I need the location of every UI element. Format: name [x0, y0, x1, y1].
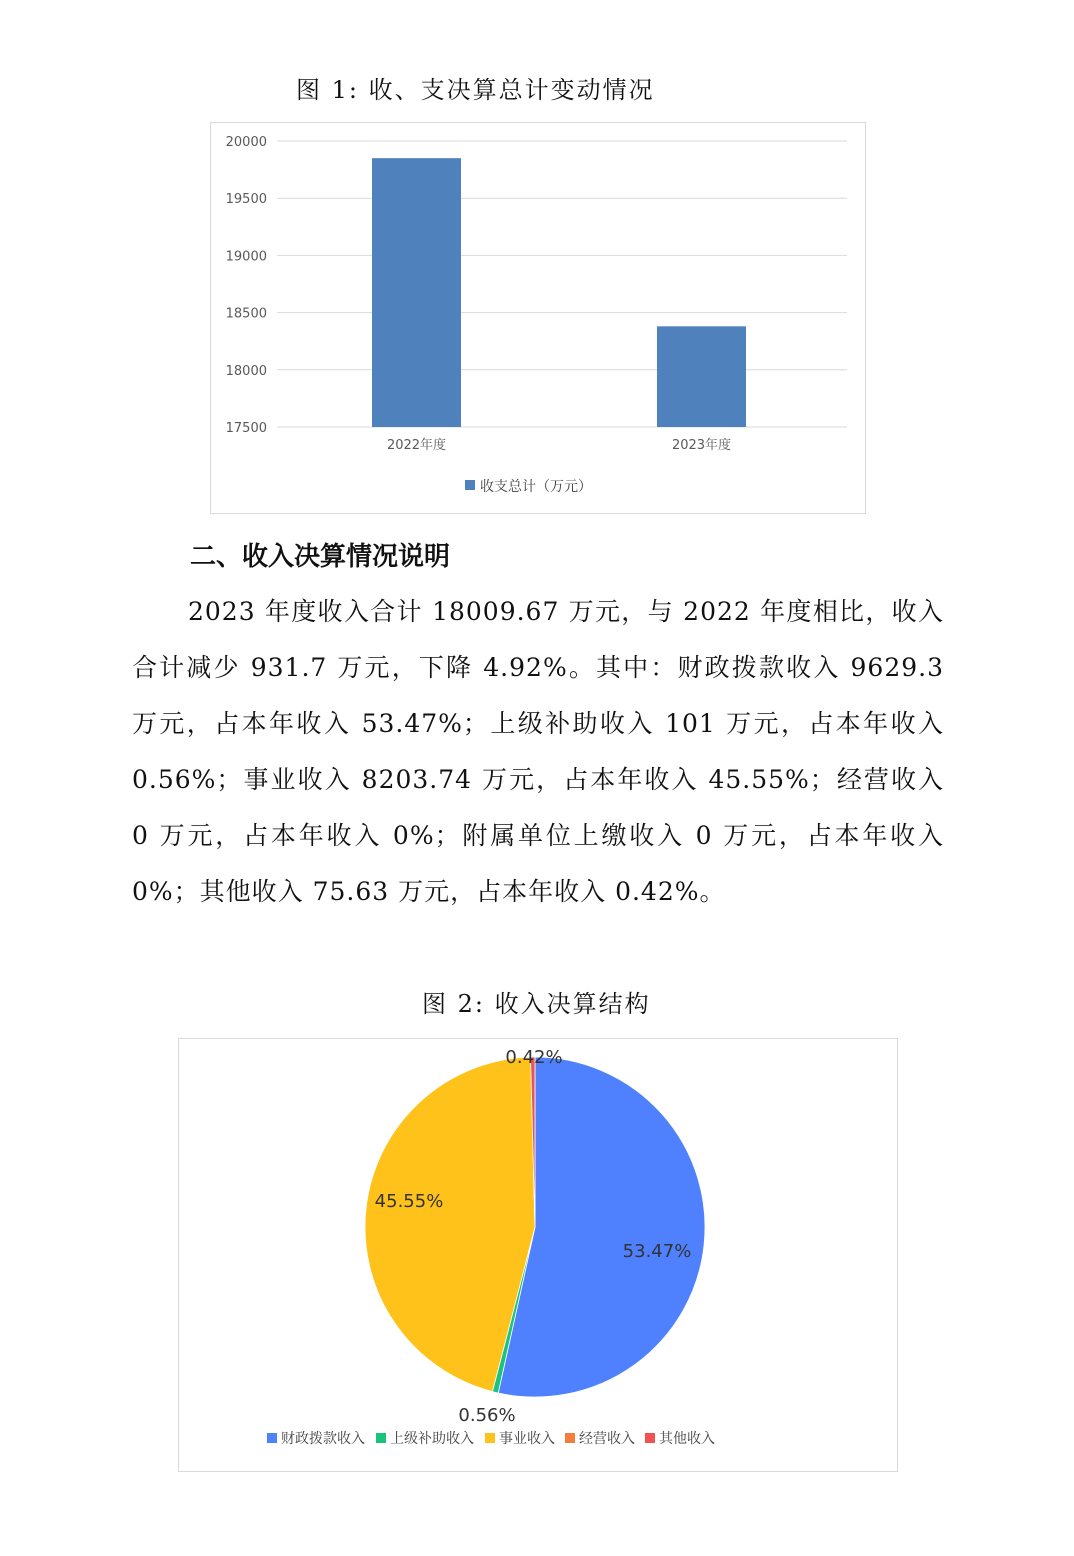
section-heading: 二、收入决算情况说明	[190, 542, 451, 572]
pie-legend-swatch	[485, 1433, 495, 1443]
x-tick-label: 2023年度	[671, 438, 732, 453]
pie-legend-label: 财政拨款收入	[281, 1431, 365, 1447]
pie-legend-swatch	[376, 1433, 386, 1443]
bar-legend-swatch	[465, 480, 475, 490]
pie-data-label: 0.42%	[505, 1047, 563, 1068]
bar	[372, 158, 461, 427]
pie-legend-label: 经营收入	[579, 1431, 635, 1447]
pie-chart	[179, 1039, 897, 1471]
bar	[657, 326, 746, 427]
y-tick-label: 18000	[225, 363, 267, 379]
bar-chart-frame	[210, 122, 866, 514]
pie-legend-label: 其他收入	[659, 1431, 715, 1447]
y-tick-label: 17500	[225, 421, 267, 436]
pie-data-label: 0.56%	[458, 1405, 516, 1426]
pie-legend-swatch	[645, 1433, 655, 1443]
pie-legend-label: 上级补助收入	[390, 1431, 474, 1447]
y-tick-label: 18500	[225, 306, 267, 322]
y-tick-label: 19500	[225, 192, 267, 208]
pie-legend-swatch	[267, 1433, 277, 1443]
figure2-caption: 图 2: 收入决算结构	[422, 990, 651, 1018]
bar-chart	[211, 123, 865, 513]
pie-chart-frame	[178, 1038, 898, 1472]
x-tick-label: 2022年度	[386, 438, 447, 453]
bar-legend-label: 收支总计（万元）	[480, 479, 592, 495]
income-paragraph: 2023 年度收入合计 18009.67 万元，与 2022 年度相比，收入合计减少 931.7 万元，下降 4.92%。其中：财政拨款收入 9629.3 万元，占本年收入 53.47%；上级补助收入 101 万元，占本年收入 0.56%；事业收入 8203.74 万元，占本年收入 45.55%；经营收入 0 万元，占本年收入 0%；附属单位上缴收入 0 万元，占本年收入 0%；其他收入 75.63 万元，占本年收入 0.42%。	[132, 597, 944, 906]
pie-data-label: 53.47%	[622, 1241, 692, 1262]
pie-legend-swatch	[565, 1433, 575, 1443]
y-tick-label: 20000	[225, 135, 267, 150]
figure1-caption: 图 1: 收、支决算总计变动情况	[296, 76, 655, 104]
pie-data-label: 45.55%	[374, 1191, 444, 1212]
pie-legend-label: 事业收入	[499, 1431, 555, 1447]
y-tick-label: 19000	[225, 249, 267, 265]
